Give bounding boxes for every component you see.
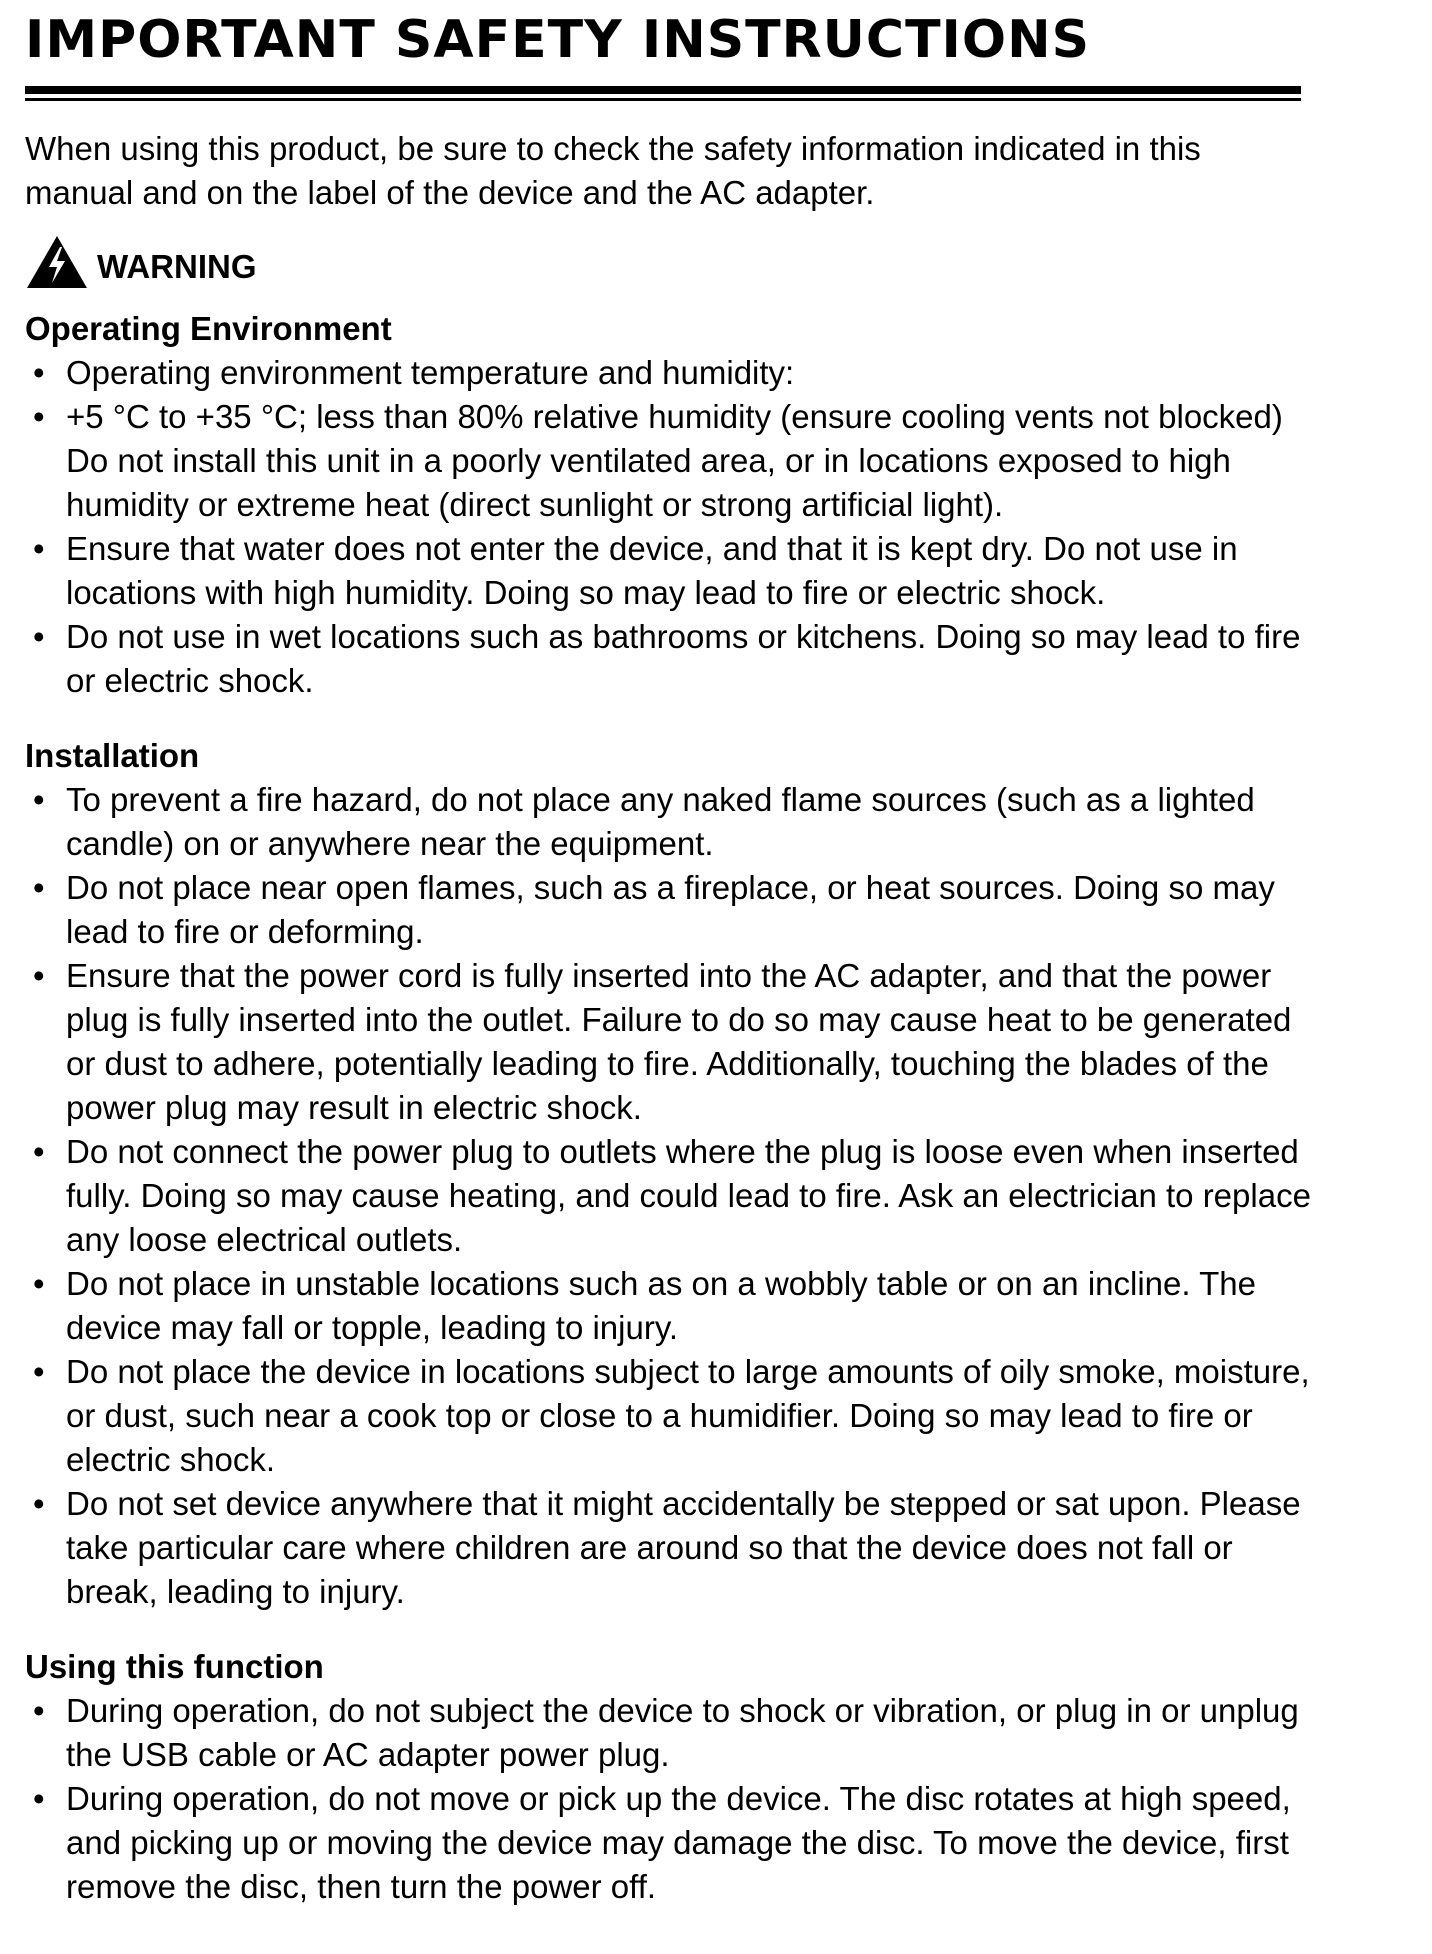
safety-instructions-page — [25, 0, 1315, 1909]
list-item-text: During operation, do not subject the device to shock or vibration, or plug in or unplug the USB cable or AC adapter power plug. — [66, 1692, 1299, 1773]
list-item — [25, 1777, 1326, 1909]
list-item — [25, 1689, 1326, 1777]
list-item-text: Do not connect the power plug to outlets where the plug is loose even when inserted fully. Doing so may cause heating, and could lead to fire. Ask an electrician to replace any loose electrical outlets. — [66, 1133, 1311, 1258]
bullet: • — [33, 957, 45, 994]
list-item — [25, 866, 1326, 954]
section-title-operating-environment: Operating Environment — [25, 310, 392, 347]
section-title-installation: Installation — [25, 737, 200, 774]
list-item-text: During operation, do not move or pick up the device. The disc rotates at high speed, and picking up or moving the device may damage the disc. To move the device, first remove the disc, then turn the power off. — [66, 1780, 1291, 1905]
list-item-text: +5 °C to +35 °C; less than 80% relative humidity (ensure cooling vents not blocked) Do not install this unit in a poorly ventilated area, or in locations exposed to high humidity or extreme heat (direct sunlight or strong artificial light). — [66, 398, 1283, 523]
list-item — [25, 351, 1326, 395]
warning-label: WARNING — [97, 248, 257, 285]
bullet: • — [33, 398, 45, 435]
list-item-text: To prevent a fire hazard, do not place any naked flame sources (such as a lighted candle) on or anywhere near the equipment. — [66, 781, 1255, 862]
list-item-text: Do not use in wet locations such as bathrooms or kitchens. Doing so may lead to fire or electric shock. — [66, 618, 1301, 699]
list-item — [25, 527, 1326, 615]
list-item-text: Do not set device anywhere that it might accidentally be stepped or sat upon. Please take particular care where children are around so that the device does not fall or break, leading to injury. — [66, 1485, 1301, 1610]
list-item — [25, 954, 1326, 1130]
using-this-function-list — [25, 1689, 1315, 1909]
title-rule-thin — [25, 98, 1301, 101]
list-item — [25, 1350, 1326, 1482]
bullet: • — [33, 1692, 45, 1729]
list-item-text: Do not place the device in locations subject to large amounts of oily smoke, moisture, or dust, such near a cook top or close to a humidifier. Doing so may lead to fire or electric shock. — [66, 1353, 1310, 1478]
list-item-text: Ensure that the power cord is fully inserted into the AC adapter, and that the power plug is fully inserted into the outlet. Failure to do so may cause heat to be generated or dust to adhere, potentially leading to fire. Additionally, touching the blades of the power plug may result in electric shock. — [66, 957, 1292, 1126]
bullet: • — [33, 869, 45, 906]
electric-warning-icon — [25, 234, 89, 290]
list-item — [25, 615, 1326, 703]
bullet: • — [33, 530, 45, 567]
list-item-text: Do not place near open flames, such as a fireplace, or heat sources. Doing so may lead to fire or deforming. — [66, 869, 1275, 950]
installation-list — [25, 778, 1315, 1614]
list-item — [25, 1262, 1326, 1350]
list-item-text: Do not place in unstable locations such as on a wobbly table or on an incline. The device may fall or topple, leading to injury. — [66, 1265, 1256, 1346]
list-item — [25, 1482, 1326, 1614]
list-item — [25, 778, 1326, 866]
bullet: • — [33, 781, 45, 818]
title-rule-thick — [25, 86, 1301, 94]
list-item-text: Ensure that water does not enter the device, and that it is kept dry. Do not use in locations with high humidity. Doing so may lead to fire or electric shock. — [66, 530, 1238, 611]
section-title-using-this-function: Using this function — [25, 1648, 324, 1685]
bullet: • — [33, 1353, 45, 1390]
warning-heading — [25, 231, 1315, 293]
bullet: • — [33, 1265, 45, 1302]
bullet: • — [33, 618, 45, 655]
bullet: • — [33, 1780, 45, 1817]
bullet: • — [33, 1485, 45, 1522]
operating-environment-list — [25, 351, 1315, 703]
bullet: • — [33, 354, 45, 391]
list-item — [25, 1130, 1326, 1262]
list-item-text: Operating environment temperature and humidity: — [66, 354, 795, 391]
intro-paragraph: When using this product, be sure to check the safety information indicated in this manual and on the label of the device and the AC adapter. — [25, 130, 1201, 211]
list-item — [25, 395, 1326, 527]
bullet: • — [33, 1133, 45, 1170]
page-title: IMPORTANT SAFETY INSTRUCTIONS — [25, 10, 1091, 70]
